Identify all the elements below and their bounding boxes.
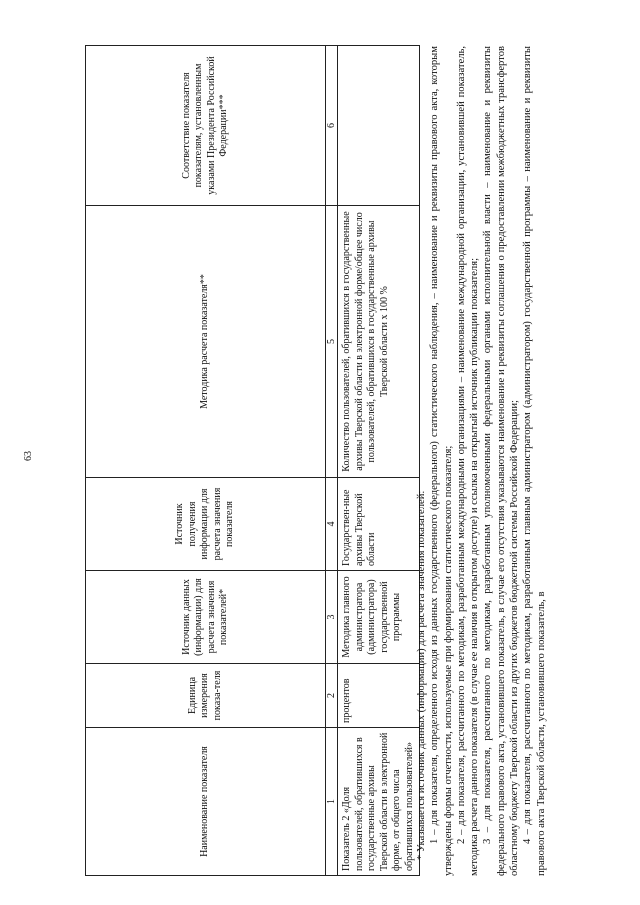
footnote-item: 2 – для показателя, рассчитанного по методикам, разработанным международными организациями – наименование международной организации, установившей показатель, методика расчета данного показателя (в случае ее наличия в открытом доступе) и ссылка на открытый источник публикации показателя; <box>455 46 481 876</box>
column-number: 5 <box>326 206 338 478</box>
column-number: 1 <box>326 728 338 876</box>
column-number: 6 <box>326 46 338 206</box>
rotated-content <box>85 30 625 890</box>
cell-data-source: Методика главного администратора (администратора) государственной программы <box>338 571 420 664</box>
cell-compliance <box>338 46 420 206</box>
cell-method: Количество пользователей, обратившихся в государственные архивы Тверской области в электронной форме/общее число пользователей, обратившихся в государственные архивы Тверской области х 100 % <box>338 206 420 478</box>
header-unit: Единица измерения показа-теля <box>86 664 326 728</box>
cell-indicator-name: Показатель 2 «Доля пользователей, обратившихся в государственные архивы Тверской области в электронной форме, от общего числа обратившихся пользователей» <box>338 728 420 876</box>
footnote-intro: * Указывается источник данных (информации) для расчета значения показателей: <box>416 490 427 860</box>
indicator-table <box>85 45 420 876</box>
header-indicator-name: Наименование показателя <box>86 728 326 876</box>
cell-info-source: Государствен-ные архивы Тверской области <box>338 478 420 571</box>
footnote-item: 1 – для показателя, определенного исходя из данных государственного (федерального) статистического наблюдения, – наименование и реквизиты правового акта, которым утверждены формы отчетности, используемые при формировании статистического показателя; <box>429 46 454 876</box>
footnotes <box>415 46 548 876</box>
column-number: 2 <box>326 664 338 728</box>
column-number: 3 <box>326 571 338 664</box>
footnote-item: 4 – для показателя, рассчитанного по методикам, разработанным главным администратором (администратором) государственной программы – наименование и реквизиты правового акта Тверской области, установившего показатель, в <box>522 46 547 876</box>
table-row <box>338 46 420 876</box>
header-method: Методика расчета показателя** <box>86 206 326 478</box>
column-number: 4 <box>326 478 338 571</box>
header-compliance: Соответствие показателя показателям, установленным указами Президента Российской Федерации*** <box>86 46 326 206</box>
footnote-item: 3 – для показателя, рассчитанного по методикам, разработанным уполномоченными федеральными органами исполнительной власти – наименование и реквизиты федерального правового акта, установившего показатель, в случае его отсутствия указываются наименование и реквизиты соглашения о предоставлении межбюджетных трансфертов областному бюджету Тверской области из других бюджетов бюджетной системы Российской Федерации; <box>482 46 521 876</box>
table-column-number-row <box>326 46 338 876</box>
page-number: 63 <box>23 451 34 461</box>
table-header-row <box>86 46 326 876</box>
cell-unit: процентов <box>338 664 420 728</box>
header-data-source: Источник данных (информации) для расчета значения показателей* <box>86 571 326 664</box>
header-info-source: Источник получения информации для расчета значения показателя <box>86 478 326 571</box>
